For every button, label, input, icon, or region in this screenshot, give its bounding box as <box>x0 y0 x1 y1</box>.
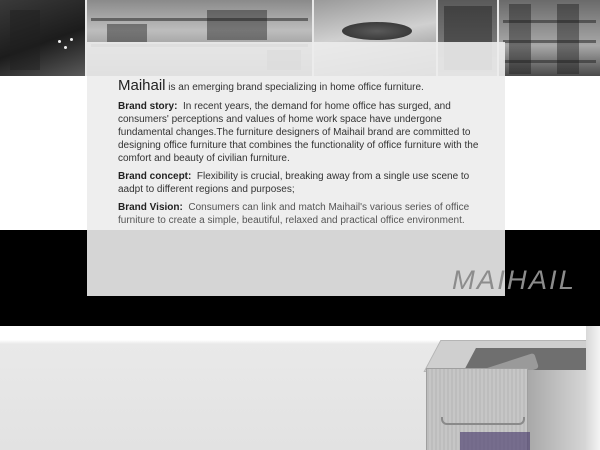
brand-story-label: Brand story: <box>118 101 178 112</box>
brand-story-section <box>118 100 480 165</box>
brand-info-panel <box>87 42 505 296</box>
warehouse-boxes-photo <box>499 0 600 76</box>
brand-intro-text: is an emerging brand specializing in home office furniture. <box>165 82 424 93</box>
maihail-logo <box>448 262 582 296</box>
brand-story-text: In recent years, the demand for home office has surged, and consumers' perceptions and values of home work space have undergone fundamental changes.The furniture designers of Maihail brand are committed to designing office furniture that combines the functionality of office furniture with the comfort and beauty of civilian furniture. <box>118 101 479 164</box>
welding-photo <box>0 0 87 76</box>
brand-vision-text: Consumers can link and match Maihail's various series of office furniture to create a simple, beautiful, relaxed and practical office environment. <box>118 202 470 226</box>
brand-vision-label: Brand Vision: <box>118 202 183 213</box>
brand-concept-section <box>118 170 480 196</box>
brand-name: Maihail <box>118 77 166 94</box>
brand-concept-label: Brand concept: <box>118 171 192 182</box>
maihail-logo-text: MAIHAIL <box>452 265 576 295</box>
brand-vision-section <box>118 201 480 227</box>
brand-intro <box>118 79 505 94</box>
brand-concept-text: Flexibility is crucial, breaking away from a single use scene to aadpt to different regions and purposes; <box>118 171 470 195</box>
drawer-handle <box>441 417 525 425</box>
product-photo <box>0 326 600 450</box>
